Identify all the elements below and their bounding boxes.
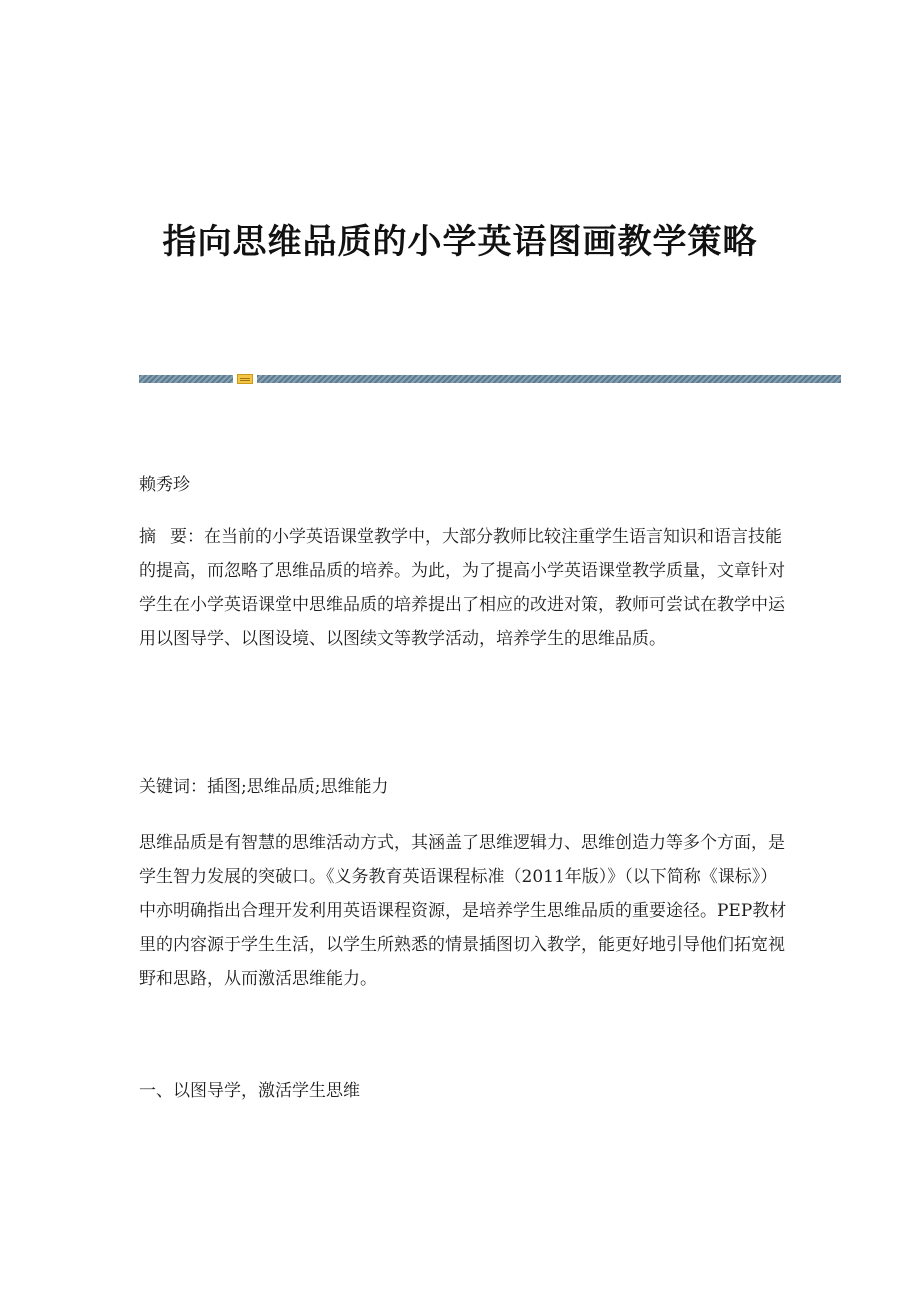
keywords <box>139 770 789 804</box>
document-title: 指向思维品质的小学英语图画教学策略 <box>162 222 758 262</box>
author-name: 赖秀珍 <box>139 475 190 495</box>
abstract-text: 在当前的小学英语课堂教学中，大部分教师比较注重学生语言知识和语言技能的提高，而忽略了思维品质的培养。为此，为了提高小学英语课堂教学质量，文章针对学生在小学英语课堂中思维品质的培养提出了相应的改进对策，教师可尝试在教学中运用以图导学、以图设境、以图续文等教学活动，培养学生的思维品质。 <box>139 527 785 649</box>
abstract-label-1: 摘 <box>139 527 156 547</box>
divider-bar-right <box>257 375 841 383</box>
title-divider <box>139 374 841 384</box>
body-paragraph: 思维品质是有智慧的思维活动方式，其涵盖了思维逻辑力、思维创造力等多个方面，是学生智力发展的突破口。《义务教育英语课程标准（2011年版）》（以下简称《课标》）中亦明确指出合理开发利用英语课程资源，是培养学生思维品质的重要途径。PEP教材里的内容源于学生生活，以学生所熟悉的情景插图切入教学，能更好地引导他们拓宽视野和思路，从而激活思维能力。 <box>139 833 787 989</box>
keywords-label: 关键词： <box>139 777 207 797</box>
abstract <box>139 520 789 656</box>
keywords-text: 插图;思维品质;思维能力 <box>207 777 389 797</box>
section-heading: 一、以图导学，激活学生思维 <box>139 1081 360 1101</box>
envelope-icon <box>237 374 253 384</box>
divider-bar-left <box>139 375 233 383</box>
abstract-label-2: 要： <box>170 527 204 547</box>
